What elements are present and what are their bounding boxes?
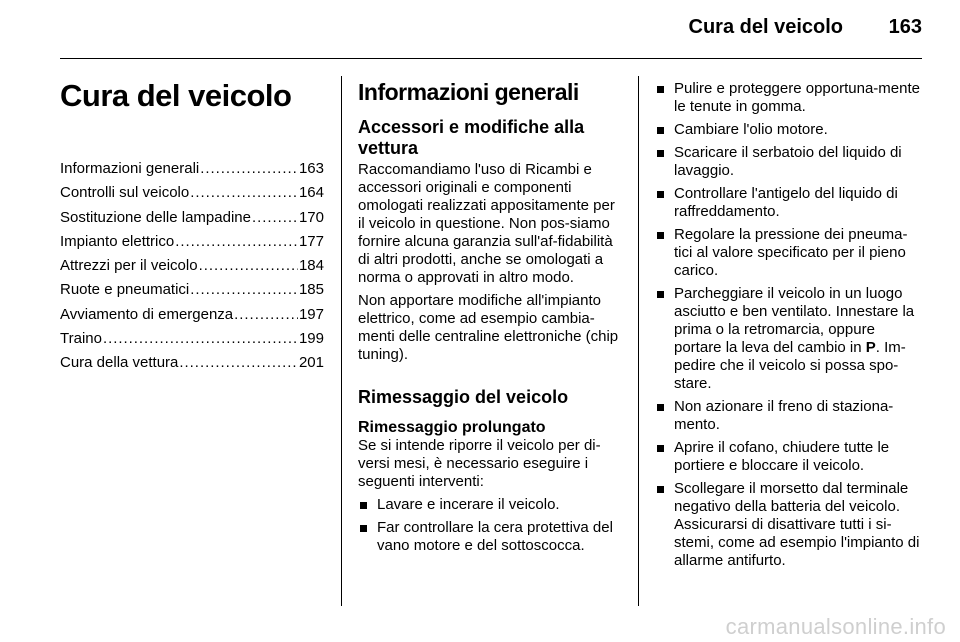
column-divider-2 [638, 76, 639, 606]
toc-item-title: Cura della vettura [60, 354, 179, 372]
paragraph-storage: Se si intende riporre il veicolo per di-versi mesi, è necessario eseguire i seguenti interventi: [358, 437, 601, 490]
toc-item-title: Informazioni generali [60, 160, 200, 177]
toc-leader [200, 160, 298, 178]
list-item: Aprire il cofano, chiudere tutte le portiere e bloccare il veicolo. [655, 439, 923, 475]
toc-item-title: Impianto elettrico [60, 232, 175, 250]
toc-item-title: Controlli sul veicolo [60, 184, 190, 202]
toc-leader [252, 209, 298, 227]
toc-item-title: Traino [60, 330, 102, 348]
column-toc [60, 72, 324, 379]
park-text-before: Parcheggiare il veicolo in un luogo asciutto e ben ventilato. Innestare la prima o la retromarcia, oppure portare la leva del cambio in [674, 285, 915, 356]
toc-item-title: Avviamento di emergenza [60, 305, 234, 323]
header-rule [60, 58, 922, 59]
toc-item[interactable] [60, 306, 324, 330]
toc-leader [179, 354, 298, 372]
toc-leader [190, 184, 298, 202]
toc-item[interactable] [60, 233, 324, 257]
toc-item-page: 185 [298, 281, 324, 299]
paragraph-accessories: Raccomandiamo l'uso di Ricambi e accessori originali e componenti omologati realizzati appositamente per il veicolo in questione. Non pos-siamo fornire alcuna garanzia sull'af-fidabilità di altri prodotti, anche se omologati a norma o approvati in altro modo. [358, 161, 615, 286]
toc-item-title: Sostituzione delle lampadine [60, 208, 251, 226]
toc-item-title: Attrezzi per il veicolo [60, 257, 198, 275]
bullet-list-storage [358, 496, 624, 555]
toc-item[interactable] [60, 330, 324, 354]
list-item-park [655, 285, 923, 393]
subsubsection-title-long-storage: Rimessaggio prolungato [358, 419, 546, 436]
watermark: carmanualsonline.info [725, 614, 946, 639]
chapter-title: Cura del veicolo [60, 78, 292, 113]
toc-leader [175, 233, 298, 251]
toc-item-page: 184 [298, 257, 324, 275]
toc-leader [103, 330, 298, 348]
toc-leader [190, 281, 298, 299]
list-item: Cambiare l'olio motore. [655, 121, 923, 139]
list-item: Pulire e proteggere opportuna-mente le tenute in gomma. [655, 80, 923, 116]
toc-item-page: 199 [298, 330, 324, 348]
toc-item-page: 164 [298, 184, 324, 202]
toc-item[interactable] [60, 209, 324, 233]
header-page-number: 163 [888, 16, 922, 38]
toc-item[interactable] [60, 160, 324, 184]
list-item: Scollegare il morsetto dal terminale negativo della batteria del veicolo. Assicurarsi di disattivare tutti i si-stemi, come ad esempio l'impianto di allarme antifurto. [655, 480, 923, 570]
toc-item[interactable] [60, 354, 324, 378]
park-text-after: . Im-pedire che il veicolo si possa spo-stare. [674, 339, 906, 392]
list-item: Far controllare la cera protettiva del vano motore e del sottoscocca. [358, 519, 624, 555]
subsection-title-storage: Rimessaggio del veicolo [358, 387, 569, 407]
toc-item[interactable] [60, 184, 324, 208]
toc-item[interactable] [60, 257, 324, 281]
toc-item-title: Ruote e pneumatici [60, 281, 190, 299]
header-title: Cura del veicolo [688, 16, 843, 38]
column-general-info [358, 72, 624, 560]
list-item: Regolare la pressione dei pneuma-tici al valore specificato per il pieno carico. [655, 226, 923, 280]
table-of-contents [60, 160, 324, 379]
section-title: Informazioni generali [358, 79, 579, 105]
subsection-title-accessories: Accessori e modifiche alla vettura [358, 117, 585, 158]
bullet-list-steps [655, 80, 923, 570]
toc-item-page: 197 [298, 305, 324, 323]
paragraph-electrical: Non apportare modifiche all'impianto elettrico, come ad esempio cambia-menti delle centraline elettroniche (chip tuning). [358, 292, 619, 363]
column-storage-steps [655, 80, 923, 575]
gear-p-label: P [865, 339, 876, 356]
column-divider-1 [341, 76, 342, 606]
list-item: Lavare e incerare il veicolo. [358, 496, 624, 514]
toc-item-page: 170 [298, 208, 324, 226]
list-item: Scaricare il serbatoio del liquido di lavaggio. [655, 144, 923, 180]
toc-item-page: 177 [298, 232, 324, 250]
list-item: Non azionare il freno di staziona-mento. [655, 398, 923, 434]
toc-leader [234, 306, 298, 324]
list-item: Controllare l'antigelo del liquido di raffreddamento. [655, 185, 923, 221]
toc-item[interactable] [60, 281, 324, 305]
toc-leader [199, 257, 298, 275]
toc-item-page: 201 [298, 354, 324, 372]
toc-item-page: 163 [298, 160, 324, 177]
